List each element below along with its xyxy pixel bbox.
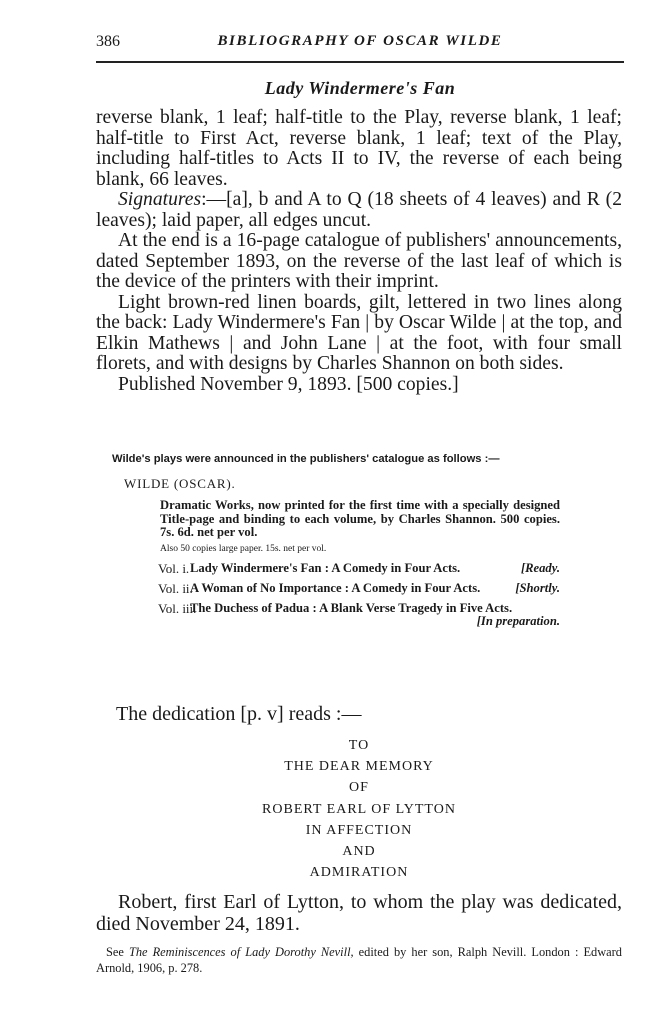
catalogue-quotation	[112, 452, 624, 629]
catalogue-entry	[158, 498, 560, 629]
large-paper-note: Also 50 copies large paper. 15s. net per vol.	[160, 543, 327, 554]
signatures-label: Signatures	[118, 189, 202, 210]
dedication-block	[96, 735, 622, 883]
volume-title: Lady Windermere's Fan : A Comedy in Four Acts.	[190, 561, 461, 576]
dedication-intro: The dedication [p. v] reads :—	[116, 703, 362, 725]
footnote-title: The Reminiscences of Lady Dorothy Nevill,	[128, 945, 354, 959]
catalogue-intro: Wilde's plays were announced in the publishers' catalogue as follows :—	[112, 453, 500, 465]
volume-entry	[160, 582, 560, 596]
volume-label: Vol. i.	[158, 561, 190, 577]
running-header	[96, 33, 624, 59]
volume-label: Vol. ii.	[158, 580, 193, 596]
dedication-line: OF	[349, 780, 369, 796]
body-text	[96, 108, 622, 395]
section-title: Lady Windermere's Fan	[264, 78, 456, 98]
dedication-line: ADMIRATION	[309, 865, 409, 881]
volume-label: Vol. iii.	[158, 600, 197, 616]
paragraph-collation: reverse blank, 1 leaf; half-title to the Play, reverse blank, 1 leaf; half-title to First Act, reverse blank, 1 leaf; text of the Play, including half-titles to Acts II to IV, the reverse of each being blank, 66 leaves.	[96, 107, 622, 190]
page-number: 386	[96, 33, 120, 50]
running-title: BIBLIOGRAPHY OF OSCAR WILDE	[217, 33, 503, 49]
volume-status: [In preparation.	[476, 614, 560, 629]
catalogue-entry-text: Dramatic Works, now printed for the first time with a specially designed Title-page and binding to each volume, by Charles Shannon. 500 copies. 7s. 6d. net per vol.	[160, 498, 560, 540]
dedication-line: TO	[348, 738, 370, 753]
footnote-see: See	[106, 945, 124, 959]
dedication-line: ROBERT EARL OF LYTTON	[262, 801, 456, 817]
paragraph-binding: Light brown-red linen boards, gilt, lettered in two lines along the back: Lady Windermere's Fan | by Oscar Wilde | at the top, and Elkin Mathews | and John Lane | at the foot, with four small florets, and with designs by Charles Shannon on both sides.	[96, 291, 622, 374]
volume-status: [Ready.	[520, 561, 560, 576]
volume-title: A Woman of No Importance : A Comedy in Four Acts.	[190, 580, 481, 595]
header-rule	[96, 61, 624, 63]
closing-paragraph	[96, 891, 622, 935]
volume-entry	[160, 562, 560, 576]
signatures-text: :—[a], b and A to Q (18 sheets of 4 leaves) and R (2 leaves); laid paper, all edges uncut.	[96, 189, 622, 231]
footnote	[96, 944, 622, 976]
closing-text: Robert, first Earl of Lytton, to whom the play was dedicated, died November 24, 1891.	[96, 891, 622, 935]
dedication-line: AND	[342, 844, 376, 860]
volume-entry	[158, 600, 560, 629]
volume-title: The Duchess of Padua : A Blank Verse Tragedy in Five Acts.	[190, 600, 513, 615]
volume-status: [Shortly.	[515, 580, 560, 595]
dedication-line: THE DEAR MEMORY	[284, 759, 434, 775]
paragraph-catalogue-note: At the end is a 16-page catalogue of publishers' announcements, dated September 1893, on the reverse of the last leaf of which is the device of the printers with their imprint.	[96, 230, 622, 292]
footnote-rest: edited by her son, Ralph Nevill. London : Edward Arnold, 1906, p. 278.	[96, 945, 622, 975]
dedication-line: IN AFFECTION	[305, 822, 413, 838]
catalogue-author: WILDE (OSCAR).	[124, 476, 236, 491]
paragraph-signatures	[96, 190, 622, 231]
paragraph-published: Published November 9, 1893. [500 copies.]	[118, 373, 459, 395]
